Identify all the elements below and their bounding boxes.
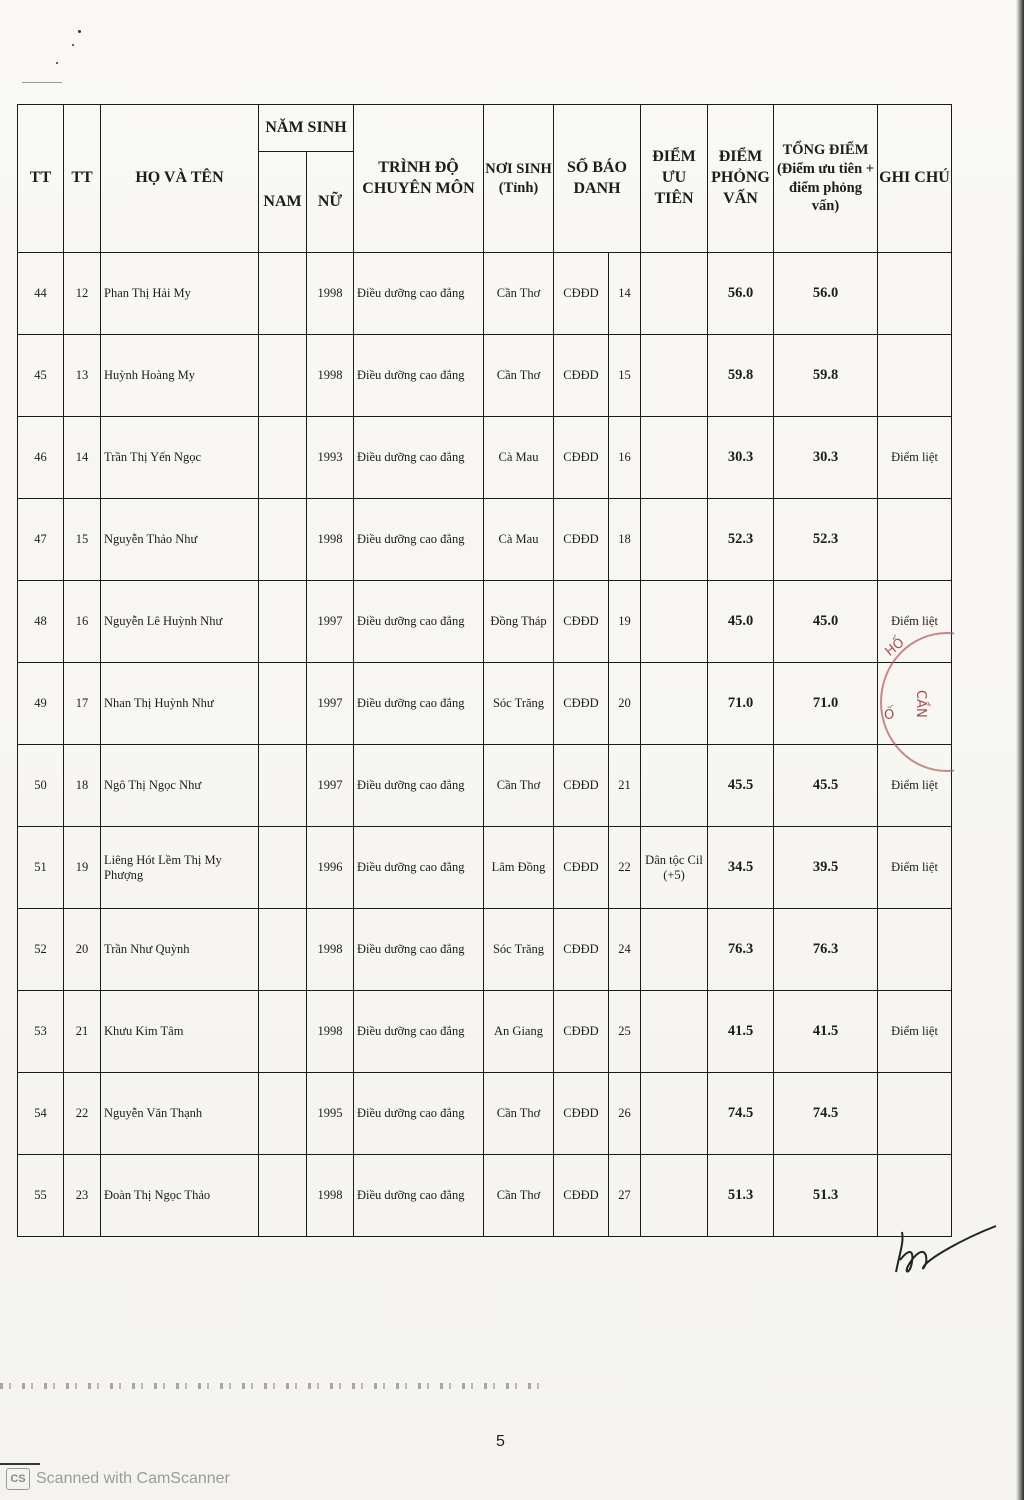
total-points: 52.3 bbox=[774, 499, 878, 581]
seal-text: CẦN bbox=[913, 690, 928, 718]
row-index: 49 bbox=[18, 663, 64, 745]
birth-year-female: 1998 bbox=[307, 991, 354, 1073]
interview-points: 56.0 bbox=[708, 253, 774, 335]
birth-year-female: 1997 bbox=[307, 663, 354, 745]
row-index: 52 bbox=[18, 909, 64, 991]
total-points: 71.0 bbox=[774, 663, 878, 745]
priority-points bbox=[641, 253, 708, 335]
birth-year-male bbox=[259, 335, 307, 417]
birth-year-female: 1998 bbox=[307, 1155, 354, 1237]
candidate-number: 15 bbox=[609, 335, 641, 417]
header-note: GHI CHÚ bbox=[878, 105, 952, 253]
scan-speck bbox=[72, 44, 74, 46]
birth-year-female: 1997 bbox=[307, 581, 354, 663]
scan-speck bbox=[78, 30, 81, 33]
row-index: 55 bbox=[18, 1155, 64, 1237]
seal-text: HỐ bbox=[882, 635, 908, 660]
note bbox=[878, 335, 952, 417]
seal-text: Ố bbox=[884, 708, 895, 723]
table-row bbox=[18, 581, 952, 663]
priority-points: Dân tộc Cil (+5) bbox=[641, 827, 708, 909]
birth-year-male bbox=[259, 1073, 307, 1155]
header-birthplace: NƠI SINH (Tỉnh) bbox=[484, 105, 554, 253]
table-row bbox=[18, 253, 952, 335]
row-sub-index: 16 bbox=[64, 581, 101, 663]
note: Điểm liệt bbox=[878, 417, 952, 499]
footer-line bbox=[0, 1463, 40, 1465]
table-row bbox=[18, 991, 952, 1073]
candidate-code: CĐĐD bbox=[554, 335, 609, 417]
candidate-name: Nguyễn Văn Thạnh bbox=[101, 1073, 259, 1155]
birthplace: Lâm Đồng bbox=[484, 827, 554, 909]
header-tt-sub: TT bbox=[64, 105, 101, 253]
birth-year-male bbox=[259, 499, 307, 581]
total-points: 59.8 bbox=[774, 335, 878, 417]
priority-points bbox=[641, 909, 708, 991]
watermark-text: Scanned with CamScanner bbox=[36, 1470, 230, 1487]
header-male: NAM bbox=[259, 152, 307, 253]
total-points: 39.5 bbox=[774, 827, 878, 909]
candidate-number: 18 bbox=[609, 499, 641, 581]
candidate-number: 21 bbox=[609, 745, 641, 827]
row-index: 44 bbox=[18, 253, 64, 335]
table-row bbox=[18, 663, 952, 745]
candidate-code: CĐĐD bbox=[554, 827, 609, 909]
table-row bbox=[18, 745, 952, 827]
total-points: 51.3 bbox=[774, 1155, 878, 1237]
interview-points: 51.3 bbox=[708, 1155, 774, 1237]
row-sub-index: 18 bbox=[64, 745, 101, 827]
candidate-name: Phan Thị Hải My bbox=[101, 253, 259, 335]
row-sub-index: 22 bbox=[64, 1073, 101, 1155]
table-row bbox=[18, 499, 952, 581]
qualification: Điều dưỡng cao đẳng bbox=[354, 1073, 484, 1155]
priority-points bbox=[641, 335, 708, 417]
birth-year-female: 1998 bbox=[307, 909, 354, 991]
birthplace: Đồng Tháp bbox=[484, 581, 554, 663]
priority-points bbox=[641, 1155, 708, 1237]
priority-points bbox=[641, 663, 708, 745]
priority-points bbox=[641, 417, 708, 499]
interview-points: 45.5 bbox=[708, 745, 774, 827]
birthplace: Cần Thơ bbox=[484, 1073, 554, 1155]
birthplace: Cần Thơ bbox=[484, 1155, 554, 1237]
qualification: Điều dưỡng cao đẳng bbox=[354, 335, 484, 417]
candidate-number: 22 bbox=[609, 827, 641, 909]
header-interview-points: ĐIỂM PHỎNG VẤN bbox=[708, 105, 774, 253]
candidate-number: 24 bbox=[609, 909, 641, 991]
birthplace: Cần Thơ bbox=[484, 253, 554, 335]
candidate-code: CĐĐD bbox=[554, 417, 609, 499]
candidate-number: 16 bbox=[609, 417, 641, 499]
birth-year-male bbox=[259, 745, 307, 827]
candidate-name: Đoàn Thị Ngọc Thảo bbox=[101, 1155, 259, 1237]
candidate-code: CĐĐD bbox=[554, 581, 609, 663]
row-index: 45 bbox=[18, 335, 64, 417]
total-points: 30.3 bbox=[774, 417, 878, 499]
candidate-name: Liêng Hót Lềm Thị My Phượng bbox=[101, 827, 259, 909]
page-number: 5 bbox=[496, 1433, 505, 1450]
camscanner-watermark bbox=[6, 1468, 230, 1490]
total-points: 45.5 bbox=[774, 745, 878, 827]
header-row-top bbox=[18, 105, 952, 152]
birthplace: Sóc Trăng bbox=[484, 663, 554, 745]
birth-year-female: 1995 bbox=[307, 1073, 354, 1155]
candidate-name: Trần Như Quỳnh bbox=[101, 909, 259, 991]
camscanner-logo-icon: CS bbox=[6, 1468, 30, 1490]
candidate-number: 25 bbox=[609, 991, 641, 1073]
birth-year-male bbox=[259, 253, 307, 335]
qualification: Điều dưỡng cao đẳng bbox=[354, 417, 484, 499]
total-points: 56.0 bbox=[774, 253, 878, 335]
total-points: 76.3 bbox=[774, 909, 878, 991]
total-points: 45.0 bbox=[774, 581, 878, 663]
header-female: NỮ bbox=[307, 152, 354, 253]
birthplace: Cà Mau bbox=[484, 499, 554, 581]
row-sub-index: 20 bbox=[64, 909, 101, 991]
header-name: HỌ VÀ TÊN bbox=[101, 105, 259, 253]
scan-edge-mark bbox=[22, 82, 62, 83]
row-sub-index: 23 bbox=[64, 1155, 101, 1237]
candidate-code: CĐĐD bbox=[554, 253, 609, 335]
candidate-code: CĐĐD bbox=[554, 909, 609, 991]
candidate-name: Khưu Kim Tâm bbox=[101, 991, 259, 1073]
birthplace: Sóc Trăng bbox=[484, 909, 554, 991]
header-priority-points: ĐIỂM ƯU TIÊN bbox=[641, 105, 708, 253]
candidate-number: 26 bbox=[609, 1073, 641, 1155]
birth-year-male bbox=[259, 827, 307, 909]
qualification: Điều dưỡng cao đẳng bbox=[354, 663, 484, 745]
candidate-number: 27 bbox=[609, 1155, 641, 1237]
row-sub-index: 17 bbox=[64, 663, 101, 745]
scan-right-edge bbox=[1016, 0, 1024, 1500]
candidate-name: Nguyễn Lê Huỳnh Như bbox=[101, 581, 259, 663]
priority-points bbox=[641, 1073, 708, 1155]
interview-points: 52.3 bbox=[708, 499, 774, 581]
candidate-name: Trần Thị Yến Ngọc bbox=[101, 417, 259, 499]
birth-year-male bbox=[259, 417, 307, 499]
row-sub-index: 13 bbox=[64, 335, 101, 417]
interview-points: 45.0 bbox=[708, 581, 774, 663]
row-index: 53 bbox=[18, 991, 64, 1073]
table-row bbox=[18, 335, 952, 417]
qualification: Điều dưỡng cao đẳng bbox=[354, 745, 484, 827]
note bbox=[878, 253, 952, 335]
birth-year-male bbox=[259, 581, 307, 663]
candidate-number: 19 bbox=[609, 581, 641, 663]
birthplace: Cần Thơ bbox=[484, 745, 554, 827]
row-sub-index: 12 bbox=[64, 253, 101, 335]
results-table bbox=[17, 104, 952, 1237]
qualification: Điều dưỡng cao đẳng bbox=[354, 1155, 484, 1237]
note: Điểm liệt bbox=[878, 745, 952, 827]
interview-points: 71.0 bbox=[708, 663, 774, 745]
row-sub-index: 14 bbox=[64, 417, 101, 499]
candidate-name: Huỳnh Hoàng My bbox=[101, 335, 259, 417]
interview-points: 41.5 bbox=[708, 991, 774, 1073]
birthplace: An Giang bbox=[484, 991, 554, 1073]
candidate-code: CĐĐD bbox=[554, 991, 609, 1073]
birth-year-male bbox=[259, 663, 307, 745]
birth-year-male bbox=[259, 909, 307, 991]
table-row bbox=[18, 1155, 952, 1237]
priority-points bbox=[641, 991, 708, 1073]
candidate-code: CĐĐD bbox=[554, 1073, 609, 1155]
priority-points bbox=[641, 499, 708, 581]
note: Điểm liệt bbox=[878, 581, 952, 663]
birth-year-female: 1993 bbox=[307, 417, 354, 499]
note: Điểm liệt bbox=[878, 991, 952, 1073]
birth-year-female: 1997 bbox=[307, 745, 354, 827]
interview-points: 59.8 bbox=[708, 335, 774, 417]
interview-points: 34.5 bbox=[708, 827, 774, 909]
row-index: 50 bbox=[18, 745, 64, 827]
birth-year-female: 1998 bbox=[307, 499, 354, 581]
note bbox=[878, 499, 952, 581]
birth-year-female: 1998 bbox=[307, 335, 354, 417]
note: Điểm liệt bbox=[878, 827, 952, 909]
birth-year-female: 1996 bbox=[307, 827, 354, 909]
table-row bbox=[18, 827, 952, 909]
note bbox=[878, 909, 952, 991]
qualification: Điều dưỡng cao đẳng bbox=[354, 499, 484, 581]
table-row bbox=[18, 1073, 952, 1155]
table-body bbox=[18, 253, 952, 1237]
interview-points: 74.5 bbox=[708, 1073, 774, 1155]
row-index: 47 bbox=[18, 499, 64, 581]
row-sub-index: 15 bbox=[64, 499, 101, 581]
candidate-number: 20 bbox=[609, 663, 641, 745]
candidate-name: Ngô Thị Ngọc Như bbox=[101, 745, 259, 827]
header-tt: TT bbox=[18, 105, 64, 253]
candidate-code: CĐĐD bbox=[554, 663, 609, 745]
candidate-name: Nguyễn Thảo Như bbox=[101, 499, 259, 581]
birth-year-male bbox=[259, 1155, 307, 1237]
qualification: Điều dưỡng cao đẳng bbox=[354, 581, 484, 663]
qualification: Điều dưỡng cao đẳng bbox=[354, 253, 484, 335]
row-index: 54 bbox=[18, 1073, 64, 1155]
header-candidate-number: SỐ BÁO DANH bbox=[554, 105, 641, 253]
row-sub-index: 21 bbox=[64, 991, 101, 1073]
interview-points: 30.3 bbox=[708, 417, 774, 499]
priority-points bbox=[641, 745, 708, 827]
header-total-points: TỔNG ĐIỂM (Điểm ưu tiên + điểm phỏng vấn) bbox=[774, 105, 878, 253]
qualification: Điều dưỡng cao đẳng bbox=[354, 991, 484, 1073]
birth-year-female: 1998 bbox=[307, 253, 354, 335]
note bbox=[878, 1073, 952, 1155]
candidate-code: CĐĐD bbox=[554, 745, 609, 827]
birthplace: Cà Mau bbox=[484, 417, 554, 499]
candidate-code: CĐĐD bbox=[554, 1155, 609, 1237]
candidate-number: 14 bbox=[609, 253, 641, 335]
header-qualification: TRÌNH ĐỘ CHUYÊN MÔN bbox=[354, 105, 484, 253]
birthplace: Cần Thơ bbox=[484, 335, 554, 417]
total-points: 41.5 bbox=[774, 991, 878, 1073]
row-index: 51 bbox=[18, 827, 64, 909]
candidate-code: CĐĐD bbox=[554, 499, 609, 581]
scan-speck bbox=[56, 62, 58, 64]
qualification: Điều dưỡng cao đẳng bbox=[354, 909, 484, 991]
qualification: Điều dưỡng cao đẳng bbox=[354, 827, 484, 909]
table-row bbox=[18, 417, 952, 499]
row-sub-index: 19 bbox=[64, 827, 101, 909]
row-index: 48 bbox=[18, 581, 64, 663]
handwritten-signature bbox=[890, 1222, 1000, 1282]
total-points: 74.5 bbox=[774, 1073, 878, 1155]
scan-artifact bbox=[0, 1383, 540, 1389]
table-row bbox=[18, 909, 952, 991]
candidate-name: Nhan Thị Huỳnh Như bbox=[101, 663, 259, 745]
birth-year-male bbox=[259, 991, 307, 1073]
header-birth-year: NĂM SINH bbox=[259, 105, 354, 152]
priority-points bbox=[641, 581, 708, 663]
interview-points: 76.3 bbox=[708, 909, 774, 991]
row-index: 46 bbox=[18, 417, 64, 499]
